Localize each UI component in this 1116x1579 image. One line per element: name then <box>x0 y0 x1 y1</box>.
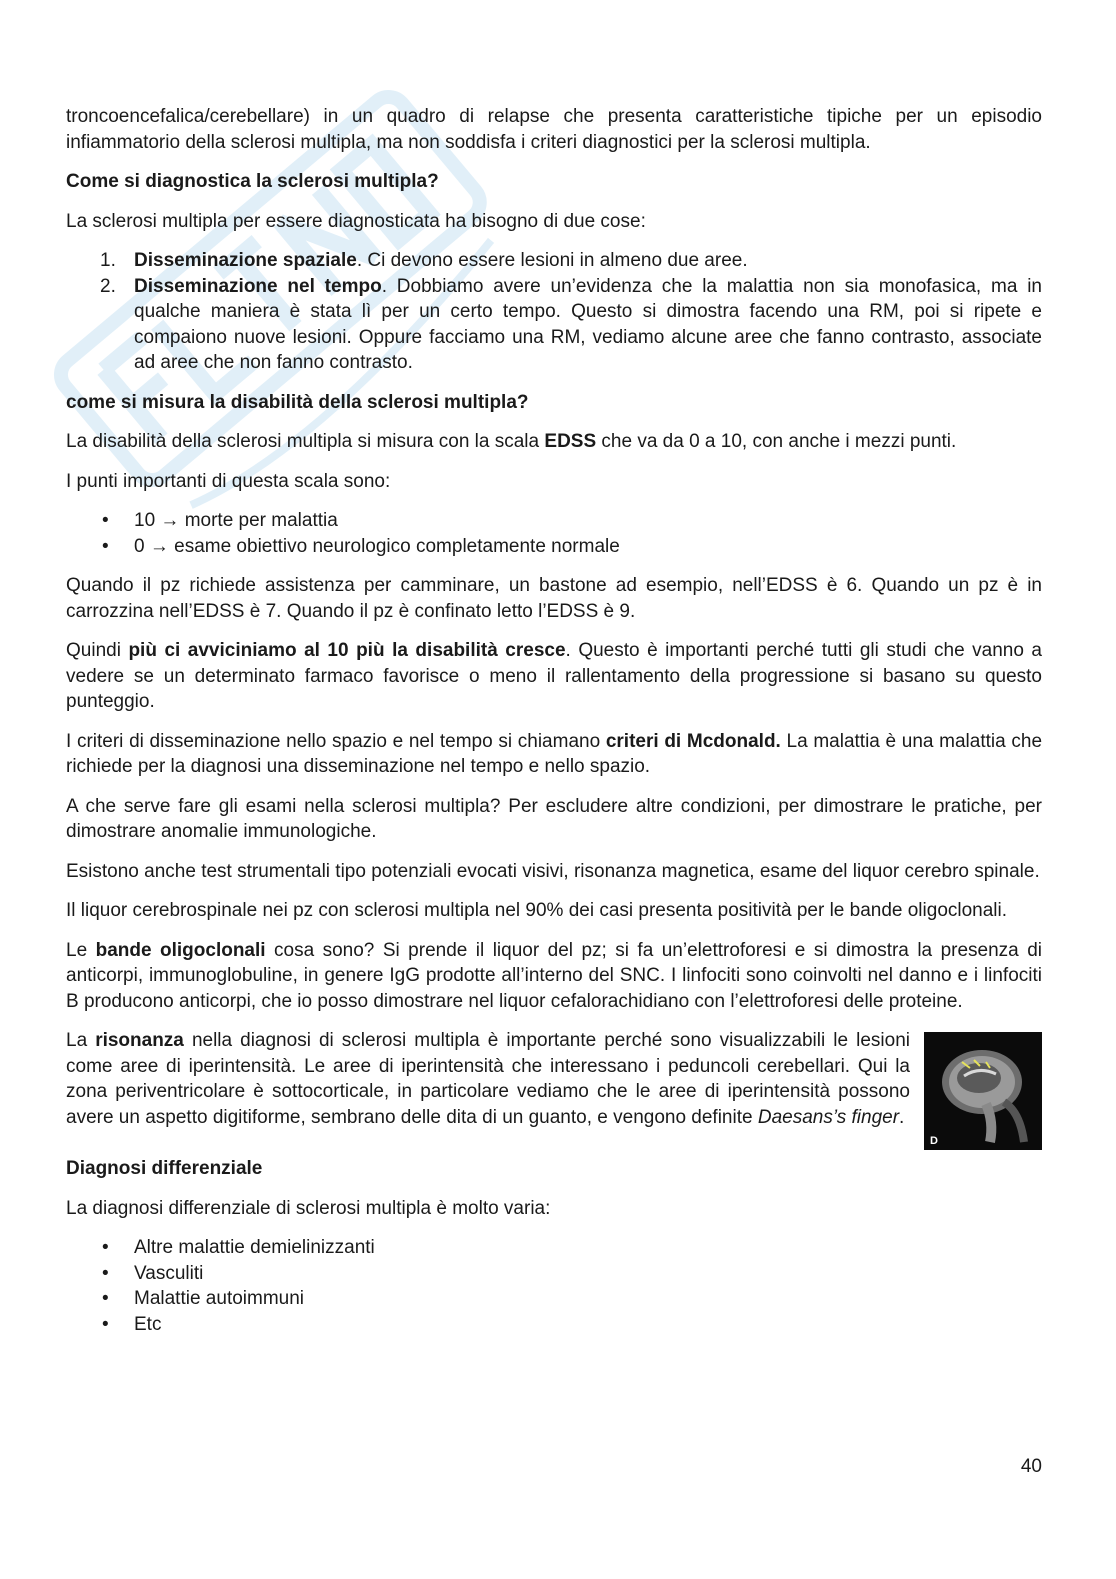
bullet: • <box>102 1262 109 1284</box>
text-run: . Questo è importanti perché tutti gli studi che vanno a vedere se un determinato farmaco favorisce o meno il rallentamento della progressione si basano su questo punteggio. <box>66 640 1042 712</box>
text-run: La <box>66 1030 96 1051</box>
page-number: 40 <box>1020 1456 1042 1477</box>
list-text: Vasculiti <box>134 1262 204 1284</box>
bullet: • <box>102 1313 109 1335</box>
list-term: Disseminazione spaziale <box>134 250 357 271</box>
paragraph-criteri <box>66 729 1042 780</box>
text-run: cosa sono? Si prende il liquor del pz; si fa un’elettroforesi e si dimostra la presenza di anticorpi, immunoglobuline, in genere IgG prodotte all’interno del SNC. I linfociti sono coinvolti nel danno e i linfociti B producono anticorpi, che io posso dimostrare nel liquor cefalorachidiano con l’elettroforesi delle proteine. <box>66 939 1042 1012</box>
list-item <box>66 274 1042 376</box>
text-run: Le <box>66 939 96 961</box>
criteri-list <box>66 248 1042 376</box>
list-text: Altre malattie demielinizzanti <box>134 1237 375 1258</box>
bold-run: criteri di Mcdonald. <box>605 730 781 752</box>
intro-paragraph: troncoencefalica/cerebellare) in un quadro di relapse che presenta caratteristiche tipiche per un episodio infiammatorio della sclerosi multipla, ma non soddisfa i criteri diagnostici per la sclerosi multipla. <box>66 106 1042 153</box>
text-run: La malattia è una malattia che richiede per la diagnosi una disseminazione nel tempo e nello spazio. <box>66 730 1043 777</box>
bullet: • <box>102 510 109 531</box>
list-item <box>66 248 1042 274</box>
paragraph-differenziale: La diagnosi differenziale di sclerosi multipla è molto varia: <box>66 1197 551 1219</box>
risonanza-block <box>66 1028 1042 1156</box>
bold-run: bande oligoclonali <box>95 939 266 961</box>
list-item <box>66 508 1042 534</box>
list-text: . Dobbiamo avere un’evidenza che la malattia non sia monofasica, ma in qualche maniera è stata lì per un certo tempo. Questo si dimostra facendo una RM, poi si ripete e compaiono nuove lesioni. Oppure facciamo una RM, vediamo alcune aree che fanno contrasto, associate ad aree che non fanno contrasto. <box>134 275 1042 373</box>
punti-list <box>66 508 1042 559</box>
mri-brain-icon <box>924 1032 1042 1150</box>
paragraph-edss <box>66 429 1042 455</box>
bullet: • <box>102 1237 109 1258</box>
list-item <box>66 1312 1042 1338</box>
list-text: 0 → esame obiettivo neurologico completamente normale <box>134 535 620 557</box>
text-run: nella diagnosi di sclerosi multipla è importante perché sono visualizzabili le lesioni come aree di iperintensità. Le aree di iperintensità che interessano i peduncoli cerebellari. Qui la zona periventricolare è sottocorticale, in particolare vediamo che le aree di iperintensità possono avere un aspetto digitiforme, sembrano delle dita di un guanto, e vengono definite <box>66 1030 910 1128</box>
paragraph-risonanza <box>66 1028 910 1130</box>
text-run: Quindi <box>66 640 129 661</box>
mri-label: D <box>930 1135 938 1147</box>
list-number: 1. <box>100 250 116 271</box>
italic-run: Daesans’s finger <box>757 1106 900 1128</box>
list-item <box>66 1286 1042 1312</box>
paragraph-quando: Quando il pz richiede assistenza per camminare, un bastone ad esempio, nell’EDSS è 6. Quando un pz è in carrozzina nell’EDSS è 7. Quando il pz è confinato letto l’EDSS è 9. <box>66 575 1042 622</box>
paragraph-test: Esistono anche test strumentali tipo potenziali evocati visivi, risonanza magnetica, esame del liquor cerebro spinale. <box>66 860 1040 882</box>
list-text: . Ci devono essere lesioni in almeno due aree. <box>356 250 748 271</box>
list-text: Malattie autoimmuni <box>134 1288 305 1309</box>
differenziali-list <box>66 1235 1042 1337</box>
list-text: 10 → morte per malattia <box>134 510 338 531</box>
bold-run: risonanza <box>95 1030 184 1051</box>
paragraph-quindi <box>66 638 1042 715</box>
text-run: I criteri di disseminazione nello spazio e nel tempo si chiamano <box>66 730 606 752</box>
list-item <box>66 1235 1042 1261</box>
paragraph-punti: I punti importanti di questa scala sono: <box>66 470 391 492</box>
paragraph-esami: A che serve fare gli esami nella sclerosi multipla? Per escludere altre condizioni, per dimostrare le pratiche, per dimostrare anomalie immunologiche. <box>66 795 1042 842</box>
heading-differenziale: Diagnosi differenziale <box>66 1158 263 1179</box>
text-run: che va da 0 a 10, con anche i mezzi punti. <box>596 431 957 452</box>
bullet: • <box>102 1288 109 1309</box>
list-item <box>66 534 1042 560</box>
document-page <box>66 104 1042 1351</box>
list-term: Disseminazione nel tempo <box>134 275 382 297</box>
text-run: . <box>899 1106 905 1128</box>
list-number: 2. <box>100 275 116 297</box>
mri-image <box>924 1032 1042 1150</box>
list-item <box>66 1261 1042 1287</box>
heading-disabilita: come si misura la disabilità della sclerosi multipla? <box>66 391 529 413</box>
paragraph-bande <box>66 938 1042 1015</box>
paragraph-due-cose: La sclerosi multipla per essere diagnosticata ha bisogno di due cose: <box>66 210 646 232</box>
paragraph-liquor: Il liquor cerebrospinale nei pz con sclerosi multipla nel 90% dei casi presenta positività per le bande oligoclonali. <box>66 900 1008 921</box>
list-text: Etc <box>134 1313 162 1335</box>
bold-run: più ci avviciniamo al 10 più la disabilità cresce <box>128 640 566 661</box>
text-run: La disabilità della sclerosi multipla si misura con la scala <box>66 431 545 452</box>
bullet: • <box>102 535 109 557</box>
bold-run: EDSS <box>544 431 597 452</box>
heading-diagnosi: Come si diagnostica la sclerosi multipla? <box>66 171 439 192</box>
